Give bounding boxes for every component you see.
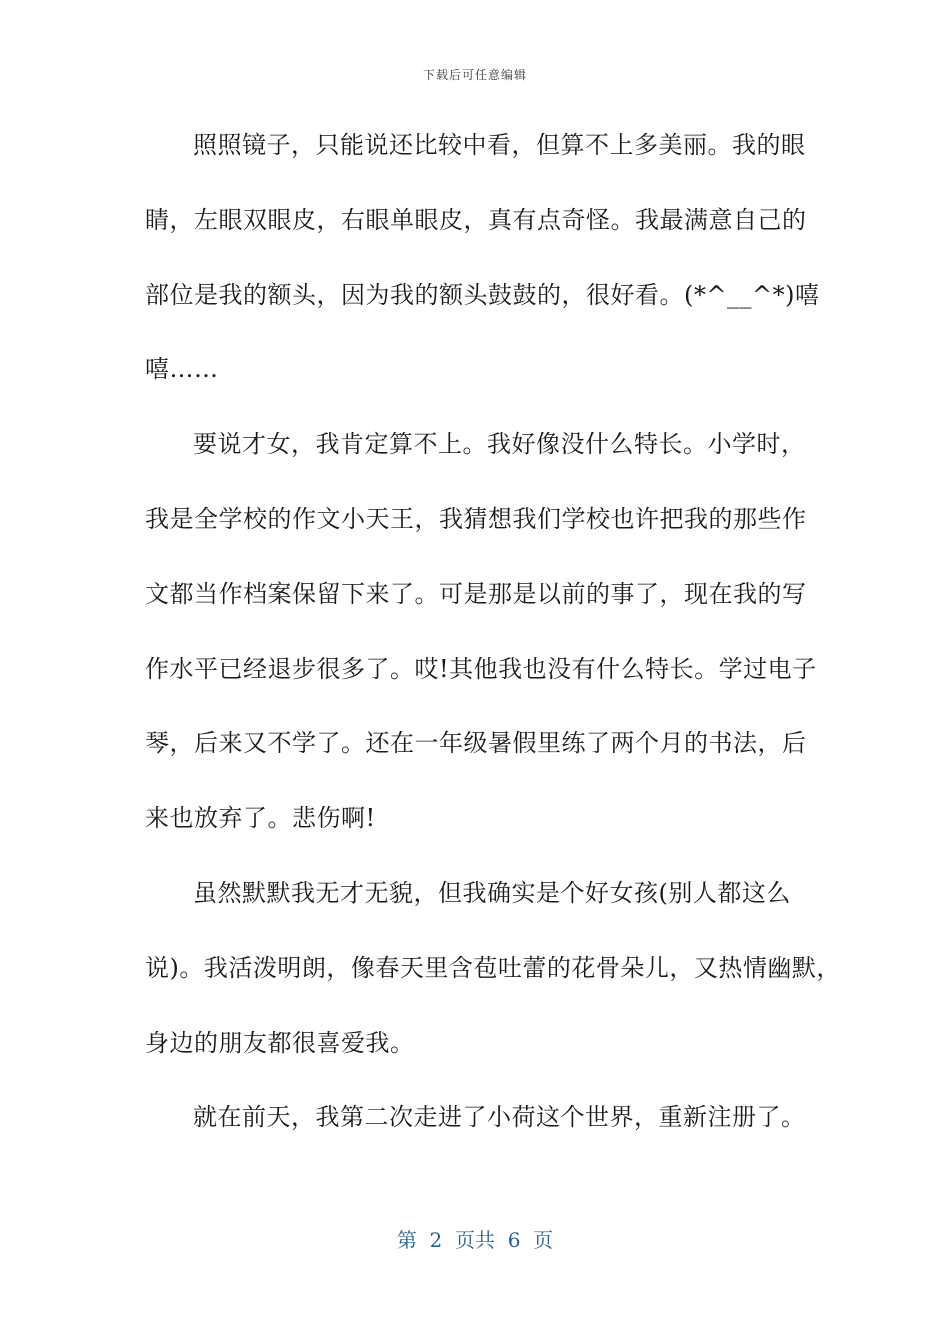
paragraph-line: 要说才女，我肯定算不上。我好像没什么特长。小学时，	[193, 430, 806, 459]
page-number-footer: 第 2 页共 6 页	[396, 1228, 554, 1252]
paragraph-line: 说)。我活泼明朗，像春天里含苞吐蕾的花骨朵儿，又热情幽默，	[145, 953, 841, 982]
page-header: 下载后可任意编辑	[422, 68, 527, 82]
paragraph-line: 文都当作档案保留下来了。可是那是以前的事了，现在我的写	[145, 579, 807, 608]
paragraph-line: 来也放弃了。悲伤啊!	[145, 804, 376, 833]
paragraph-line: 作水平已经退步很多了。哎!其他我也没有什么特长。学过电子	[145, 654, 817, 683]
paragraph-line: 照照镜子，只能说还比较中看，但算不上多美丽。我的眼	[193, 131, 806, 159]
paragraph-line: 我是全学校的作文小天王，我猜想我们学校也许把我的那些作	[145, 504, 807, 533]
paragraph-line: 就在前天，我第二次走进了小荷这个世界，重新注册了。	[193, 1103, 806, 1132]
paragraph-line: 部位是我的额头，因为我的额头鼓鼓的，很好看。(*^__^*)嘻	[145, 280, 820, 309]
paragraph-line: 琴，后来又不学了。还在一年级暑假里练了两个月的书法，后	[145, 729, 807, 758]
paragraph-line: 嘻……	[145, 355, 219, 384]
paragraph-line: 身边的朋友都很喜爱我。	[145, 1028, 415, 1057]
paragraph-line: 睛，左眼双眼皮，右眼单眼皮，真有点奇怪。我最满意自己的	[145, 205, 807, 234]
paragraph-line: 虽然默默我无才无貌，但我确实是个好女孩(别人都这么	[193, 878, 791, 907]
document-body	[145, 122, 841, 1169]
